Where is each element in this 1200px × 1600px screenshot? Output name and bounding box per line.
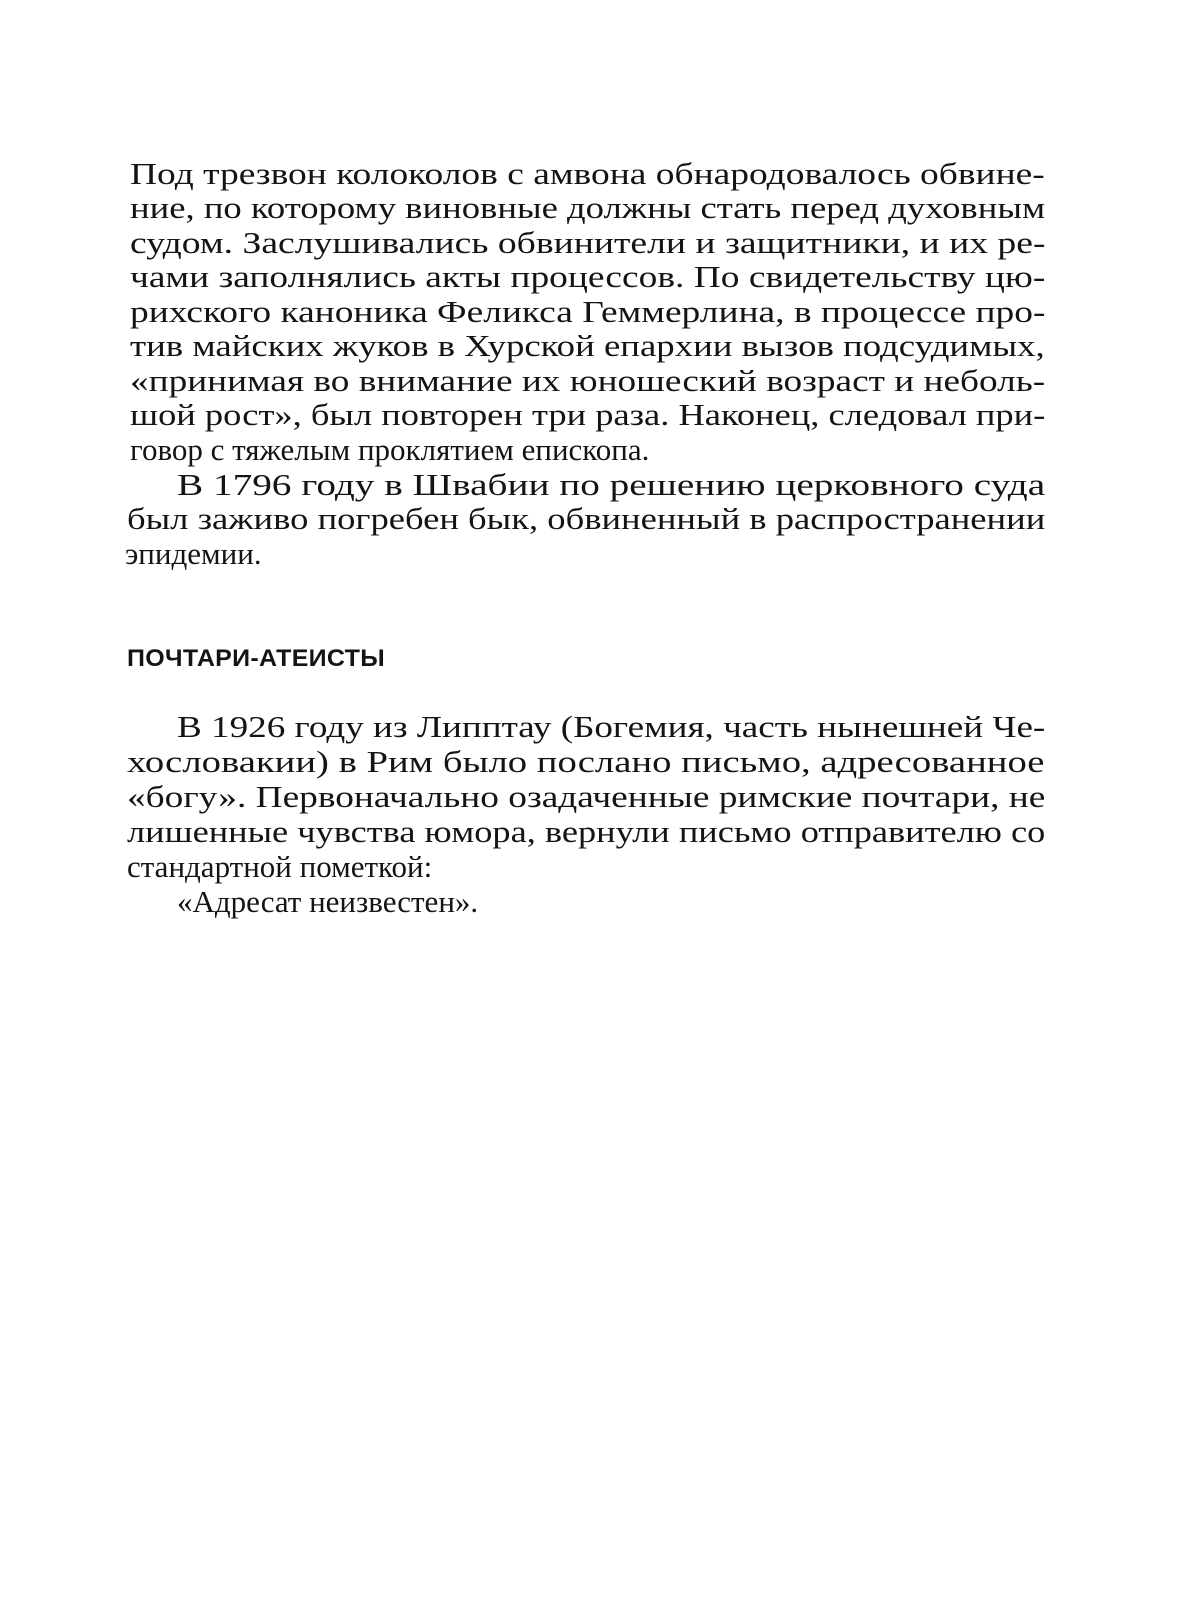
text-line: судом. Заслушивались обвинители и защитники, и их ре- xyxy=(130,225,1046,260)
text-line: «Адресат неизвестен». xyxy=(177,884,479,919)
section-heading: ПОЧТАРИ-АТЕИСТЫ xyxy=(127,645,385,672)
text-line: лишенные чувства юмора, вернули письмо отправителю со xyxy=(127,814,1046,849)
text-line: В 1796 году в Швабии по решению церковного суда xyxy=(177,467,1046,502)
text-line: шой рост», был повторен три раза. Наконец, следовал при- xyxy=(130,397,1046,432)
text-line: эпидемии. xyxy=(125,536,262,571)
text-line: Под трезвон колоколов с амвона обнародовалось обвине- xyxy=(130,156,1045,191)
text-line: В 1926 году из Липптау (Богемия, часть нынешней Че- xyxy=(177,709,1046,744)
text-line: ние, по которому виновные должны стать перед духовным xyxy=(130,190,1046,225)
text-line: рихского каноника Феликса Геммерлина, в процессе про- xyxy=(130,294,1046,329)
text-line: «принимая во внимание их юношеский возраст и неболь- xyxy=(130,363,1046,398)
text-line: хословакии) в Рим было послано письмо, адресованное xyxy=(127,744,1045,779)
text-line: тив майских жуков в Хурской епархии вызов подсудимых, xyxy=(130,328,1045,363)
text-line: был заживо погребен бык, обвиненный в распространении xyxy=(127,501,1046,536)
text-line: стандартной пометкой: xyxy=(127,849,433,884)
text-line: «богу». Первоначально озадаченные римские почтари, не xyxy=(127,779,1046,814)
text-line: говор с тяжелым проклятием епископа. xyxy=(130,432,650,467)
text-line: чами заполнялись акты процессов. По свидетельству цю- xyxy=(130,259,1046,294)
